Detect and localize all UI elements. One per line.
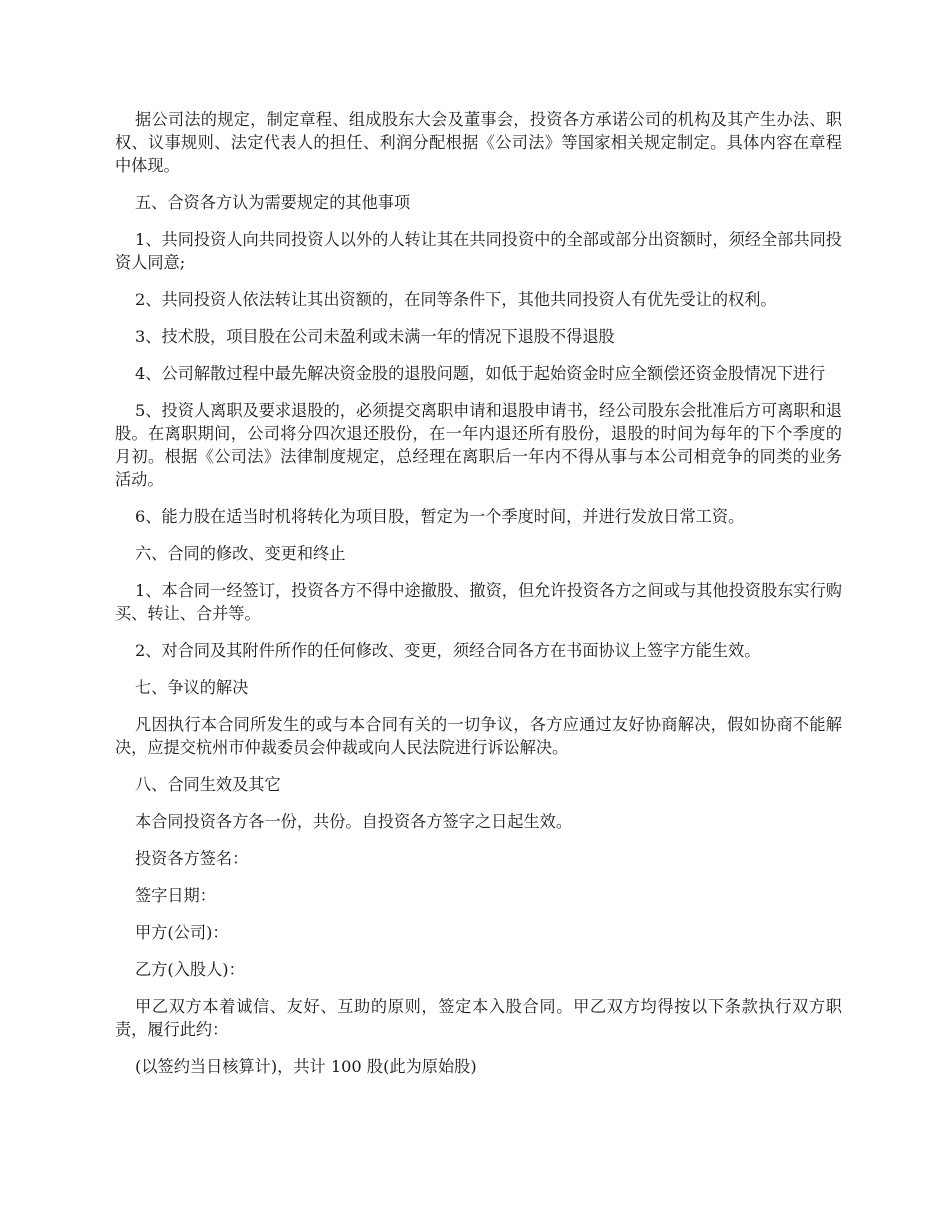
clause-5-2: 2、共同投资人依法转让其出资额的，在同等条件下，其他共同投资人有优先受让的权利。 [135,290,777,309]
party-b-label: 乙方(入股人)： [135,960,245,979]
share-count-text: (以签约当日核算计)，共计 100 股(此为原始股) [135,1057,477,1076]
section-heading-5: 五、合资各方认为需要规定的其他事项 [135,193,411,212]
section-heading-7: 七、争议的解决 [135,678,249,697]
clause-5-3: 3、技术股，项目股在公司未盈利或未满一年的情况下退股不得退股 [135,327,615,346]
clause-6-1: 1、本合同一经签订，投资各方不得中途撤股、撤资，但允许投资各方之间或与其他投资股东实行购买、转让、合并等。 [115,581,842,623]
document-page [115,108,842,1092]
signature-label: 投资各方签名： [135,849,249,868]
agreement-preamble: 甲乙双方本着诚信、友好、互助的原则，签定本入股合同。甲乙双方均得按以下条款执行双方职责，履行此约： [115,997,842,1039]
clause-6-2: 2、对合同及其附件所作的任何修改、变更，须经合同各方在书面协议上签字方能生效。 [135,641,761,660]
section-heading-6: 六、合同的修改、变更和终止 [135,544,346,563]
party-a-label: 甲方(公司)： [135,923,229,942]
clause-5-5: 5、投资人离职及要求退股的，必须提交离职申请和退股申请书，经公司股东会批准后方可离职和退股。在离职期间，公司将分四次退还股份，在一年内退还所有股份，退股的时间为每年的下个季度的月初。根据《公司法》法律制度规定，总经理在离职后一年内不得从事与本公司相竞争的同类的业务活动。 [115,401,842,489]
dispute-resolution-text: 凡因执行本合同所发生的或与本合同有关的一切争议，各方应通过友好协商解决，假如协商不能解决，应提交杭州市仲裁委员会仲裁或向人民法院进行诉讼解决。 [115,715,842,757]
effectiveness-text: 本合同投资各方各一份，共份。自投资各方签字之日起生效。 [135,812,573,831]
clause-5-1: 1、共同投资人向共同投资人以外的人转让其在共同投资中的全部或部分出资额时，须经全部共同投资人同意; [115,230,842,272]
section-heading-8: 八、合同生效及其它 [135,775,281,794]
clause-5-6: 6、能力股在适当时机将转化为项目股，暂定为一个季度时间，并进行发放日常工资。 [135,507,745,526]
signing-date-label: 签字日期： [135,886,216,905]
paragraph-company-law: 据公司法的规定，制定章程、组成股东大会及董事会，投资各方承诺公司的机构及其产生办法、职权、议事规则、法定代表人的担任、利润分配根据《公司法》等国家相关规定制定。具体内容在章程中体现。 [115,110,842,175]
clause-5-4: 4、公司解散过程中最先解决资金股的退股问题，如低于起始资金时应全额偿还资金股情况下进行 [135,364,826,383]
